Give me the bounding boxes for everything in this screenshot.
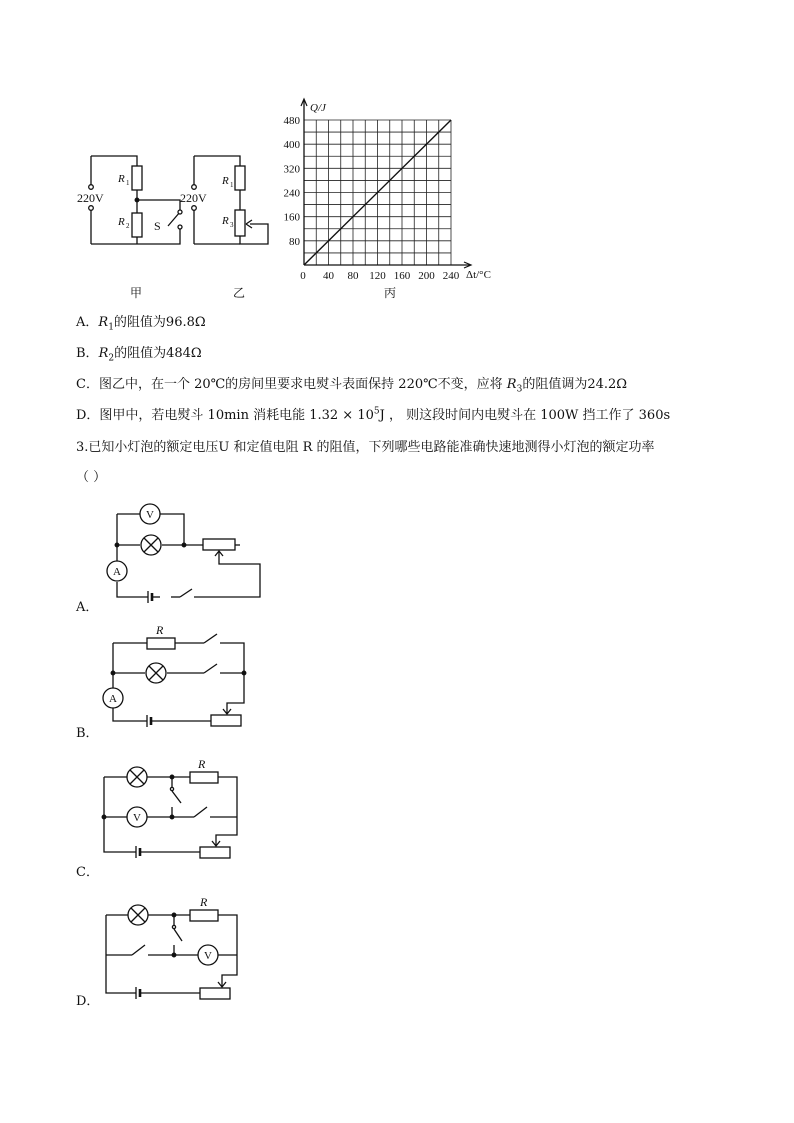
x-tick-label: 120 — [369, 270, 386, 282]
option-d-text: D．图甲中，若电熨斗 10min 消耗电能 1.32 × 10 — [76, 408, 374, 423]
question-3-bracket: （ ） — [76, 470, 107, 485]
yi-voltage-label: 220V — [180, 191, 207, 205]
y-tick-label: 240 — [283, 187, 300, 200]
yi-r3-subscript: 3 — [230, 221, 234, 229]
jia-caption: 甲 — [130, 286, 143, 300]
circuit-b-resistor-label: R — [156, 623, 164, 637]
circuit-a-voltmeter-label: V — [146, 509, 154, 521]
jia-r2-subscript: 2 — [126, 222, 130, 230]
circuit-d-label: D． — [76, 994, 100, 1009]
option-c — [76, 373, 627, 395]
option-b-text: 的阻值为484Ω — [114, 346, 202, 361]
question-3-stem: 3.已知小灯泡的额定电压U 和定值电阻 R 的阻值，下列哪些电路能准确快速地测得小灯泡的额定功率 — [76, 440, 655, 455]
circuit-a-ammeter-label: A — [113, 566, 121, 578]
chart-bing — [284, 99, 491, 282]
origin-label: 0 — [300, 270, 306, 282]
option-d-superscript: 5 — [373, 406, 380, 417]
circuit-b-label: B． — [76, 726, 99, 741]
option-a-symbol: R — [98, 315, 109, 330]
option-b-symbol: R — [98, 346, 109, 361]
x-tick-label: 80 — [347, 270, 359, 282]
jia-r2-label: R — [118, 216, 125, 228]
circuit-a-label: A． — [76, 600, 99, 615]
x-tick-label: 40 — [323, 270, 334, 282]
jia-voltage-label: 220V — [77, 191, 104, 205]
x-axis-label: Δt/°C — [466, 269, 491, 281]
option-b-prefix: B． — [76, 346, 99, 361]
yi-r3-label: R — [222, 215, 229, 227]
option-a-prefix: A． — [76, 315, 99, 330]
circuit-c-voltmeter-label: V — [133, 812, 141, 824]
circuit-c — [70, 755, 290, 870]
circuit-d-voltmeter-label: V — [204, 950, 212, 962]
option-a-subscript: 1 — [108, 322, 114, 333]
y-tick-label: 320 — [283, 163, 300, 176]
circuit-d — [70, 893, 290, 1008]
circuit-c-resistor-label: R — [198, 757, 206, 771]
yi-r1-label: R — [222, 175, 229, 187]
circuit-b-ammeter-label: A — [109, 693, 117, 705]
y-tick-label: 80 — [289, 235, 300, 248]
y-tick-label: 480 — [283, 115, 300, 127]
y-tick-label: 160 — [283, 211, 300, 224]
circuit-a — [70, 500, 290, 620]
circuit-c-label: C． — [76, 865, 99, 880]
yi-caption: 乙 — [233, 286, 246, 300]
jia-switch-label: S — [154, 219, 161, 233]
circuit-d-resistor-label: R — [200, 895, 208, 909]
yi-r1-subscript: 1 — [230, 181, 234, 189]
x-tick-label: 200 — [418, 270, 435, 282]
option-c-subscript: 3 — [516, 384, 523, 395]
y-tick-label: 400 — [283, 139, 300, 152]
option-c-text: C．图乙中，在一个 20℃的房间里要求电熨斗表面保持 220℃不变，应将 — [76, 377, 507, 392]
option-b — [76, 342, 202, 364]
x-tick-label: 240 — [442, 270, 460, 282]
jia-r1-subscript: 1 — [126, 179, 130, 187]
option-d — [76, 404, 670, 423]
top-figures — [0, 0, 794, 310]
y-axis-label: Q/J — [310, 102, 326, 114]
x-tick-label: 160 — [393, 270, 411, 282]
bing-caption: 丙 — [384, 286, 397, 300]
option-a — [76, 311, 206, 333]
option-c-text-end: 的阻值调为24.2Ω — [522, 377, 628, 392]
option-d-text-end: J ， 则这段时间内电熨斗在 100W 挡工作了 360s — [379, 408, 671, 423]
jia-r1-label: R — [118, 173, 125, 185]
circuit-b — [70, 618, 290, 733]
option-a-text: 的阻值为96.8Ω — [113, 315, 206, 330]
option-b-subscript: 2 — [108, 353, 115, 364]
option-c-symbol: R — [506, 377, 517, 392]
